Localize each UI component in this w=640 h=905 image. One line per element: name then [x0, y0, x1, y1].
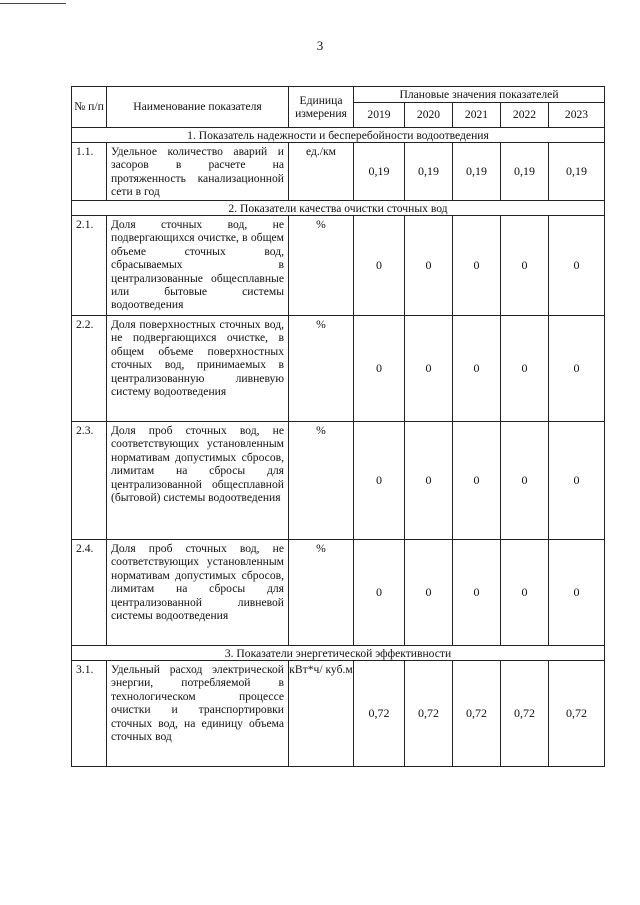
- value-cell: 0: [405, 216, 453, 316]
- header-year: 2022: [501, 103, 549, 128]
- unit-cell: %: [289, 540, 354, 646]
- value-cell: 0: [549, 216, 605, 316]
- header-year: 2019: [354, 103, 405, 128]
- indicator-name: Доля проб сточных вод, не соответствующих установленным нормативам допустимых сбросов, лимитам на сбросы для централизованной ливневой системы водоотведения: [107, 540, 289, 646]
- value-cell: 0: [549, 540, 605, 646]
- row-number: 3.1.: [72, 661, 107, 767]
- header-num: № п/п: [72, 87, 107, 128]
- header-year: 2023: [549, 103, 605, 128]
- row-number: 2.1.: [72, 216, 107, 316]
- header-year: 2020: [405, 103, 453, 128]
- value-cell: 0: [405, 422, 453, 540]
- indicator-name: Доля поверхностных сточных вод, не подвергающихся очистке, в общем объеме поверхностных сточных вод, принимаемых в централизованную ливневую систему водоотведения: [107, 316, 289, 422]
- row-number: 2.3.: [72, 422, 107, 540]
- value-cell: 0,72: [354, 661, 405, 767]
- row-number: 2.4.: [72, 540, 107, 646]
- section-title: 3. Показатели энергетической эффективности: [72, 646, 605, 661]
- indicator-name: Доля сточных вод, не подвергающихся очистке, в общем объеме сточных вод, сбрасываемых в централизованные общесплавные или бытовые системы водоотведения: [107, 216, 289, 316]
- value-cell: 0,72: [453, 661, 501, 767]
- value-cell: 0: [501, 540, 549, 646]
- unit-cell: ед./км: [289, 143, 354, 201]
- unit-cell: %: [289, 316, 354, 422]
- value-cell: 0: [501, 316, 549, 422]
- indicators-table: [71, 86, 605, 767]
- value-cell: 0: [501, 422, 549, 540]
- value-cell: 0: [354, 422, 405, 540]
- row-number: 2.2.: [72, 316, 107, 422]
- value-cell: 0: [405, 316, 453, 422]
- value-cell: 0: [453, 216, 501, 316]
- value-cell: 0: [453, 422, 501, 540]
- value-cell: 0: [354, 216, 405, 316]
- value-cell: 0: [501, 216, 549, 316]
- unit-cell: кВт*ч/ куб.м: [289, 661, 354, 767]
- value-cell: 0,19: [405, 143, 453, 201]
- unit-cell: %: [289, 216, 354, 316]
- header-unit: Единица измерения: [289, 87, 354, 128]
- top-rule: [0, 3, 66, 4]
- section-title: 1. Показатель надежности и бесперебойности водоотведения: [72, 128, 605, 143]
- header-year: 2021: [453, 103, 501, 128]
- header-planned: Плановые значения показателей: [354, 87, 605, 103]
- value-cell: 0,19: [549, 143, 605, 201]
- value-cell: 0,72: [501, 661, 549, 767]
- indicator-name: Удельный расход электрической энергии, потребляемой в технологическом процессе очистки и транспортировки сточных вод, на единицу объема сточных вод: [107, 661, 289, 767]
- value-cell: 0,19: [501, 143, 549, 201]
- value-cell: 0,19: [354, 143, 405, 201]
- unit-cell: %: [289, 422, 354, 540]
- row-number: 1.1.: [72, 143, 107, 201]
- value-cell: 0: [354, 540, 405, 646]
- value-cell: 0: [354, 316, 405, 422]
- page-number: 3: [316, 38, 324, 53]
- value-cell: 0,72: [549, 661, 605, 767]
- value-cell: 0,19: [453, 143, 501, 201]
- value-cell: 0: [549, 422, 605, 540]
- indicator-name: Доля проб сточных вод, не соответствующих установленным нормативам допустимых сбросов, лимитам на сбросы для централизованной общесплавной (бытовой) системы водоотведения: [107, 422, 289, 540]
- value-cell: 0,72: [405, 661, 453, 767]
- header-name: Наименование показателя: [107, 87, 289, 128]
- value-cell: 0: [453, 316, 501, 422]
- value-cell: 0: [453, 540, 501, 646]
- value-cell: 0: [405, 540, 453, 646]
- indicator-name: Удельное количество аварий и засоров в расчете на протяженность канализационной сети в год: [107, 143, 289, 201]
- section-title: 2. Показатели качества очистки сточных вод: [72, 201, 605, 216]
- value-cell: 0: [549, 316, 605, 422]
